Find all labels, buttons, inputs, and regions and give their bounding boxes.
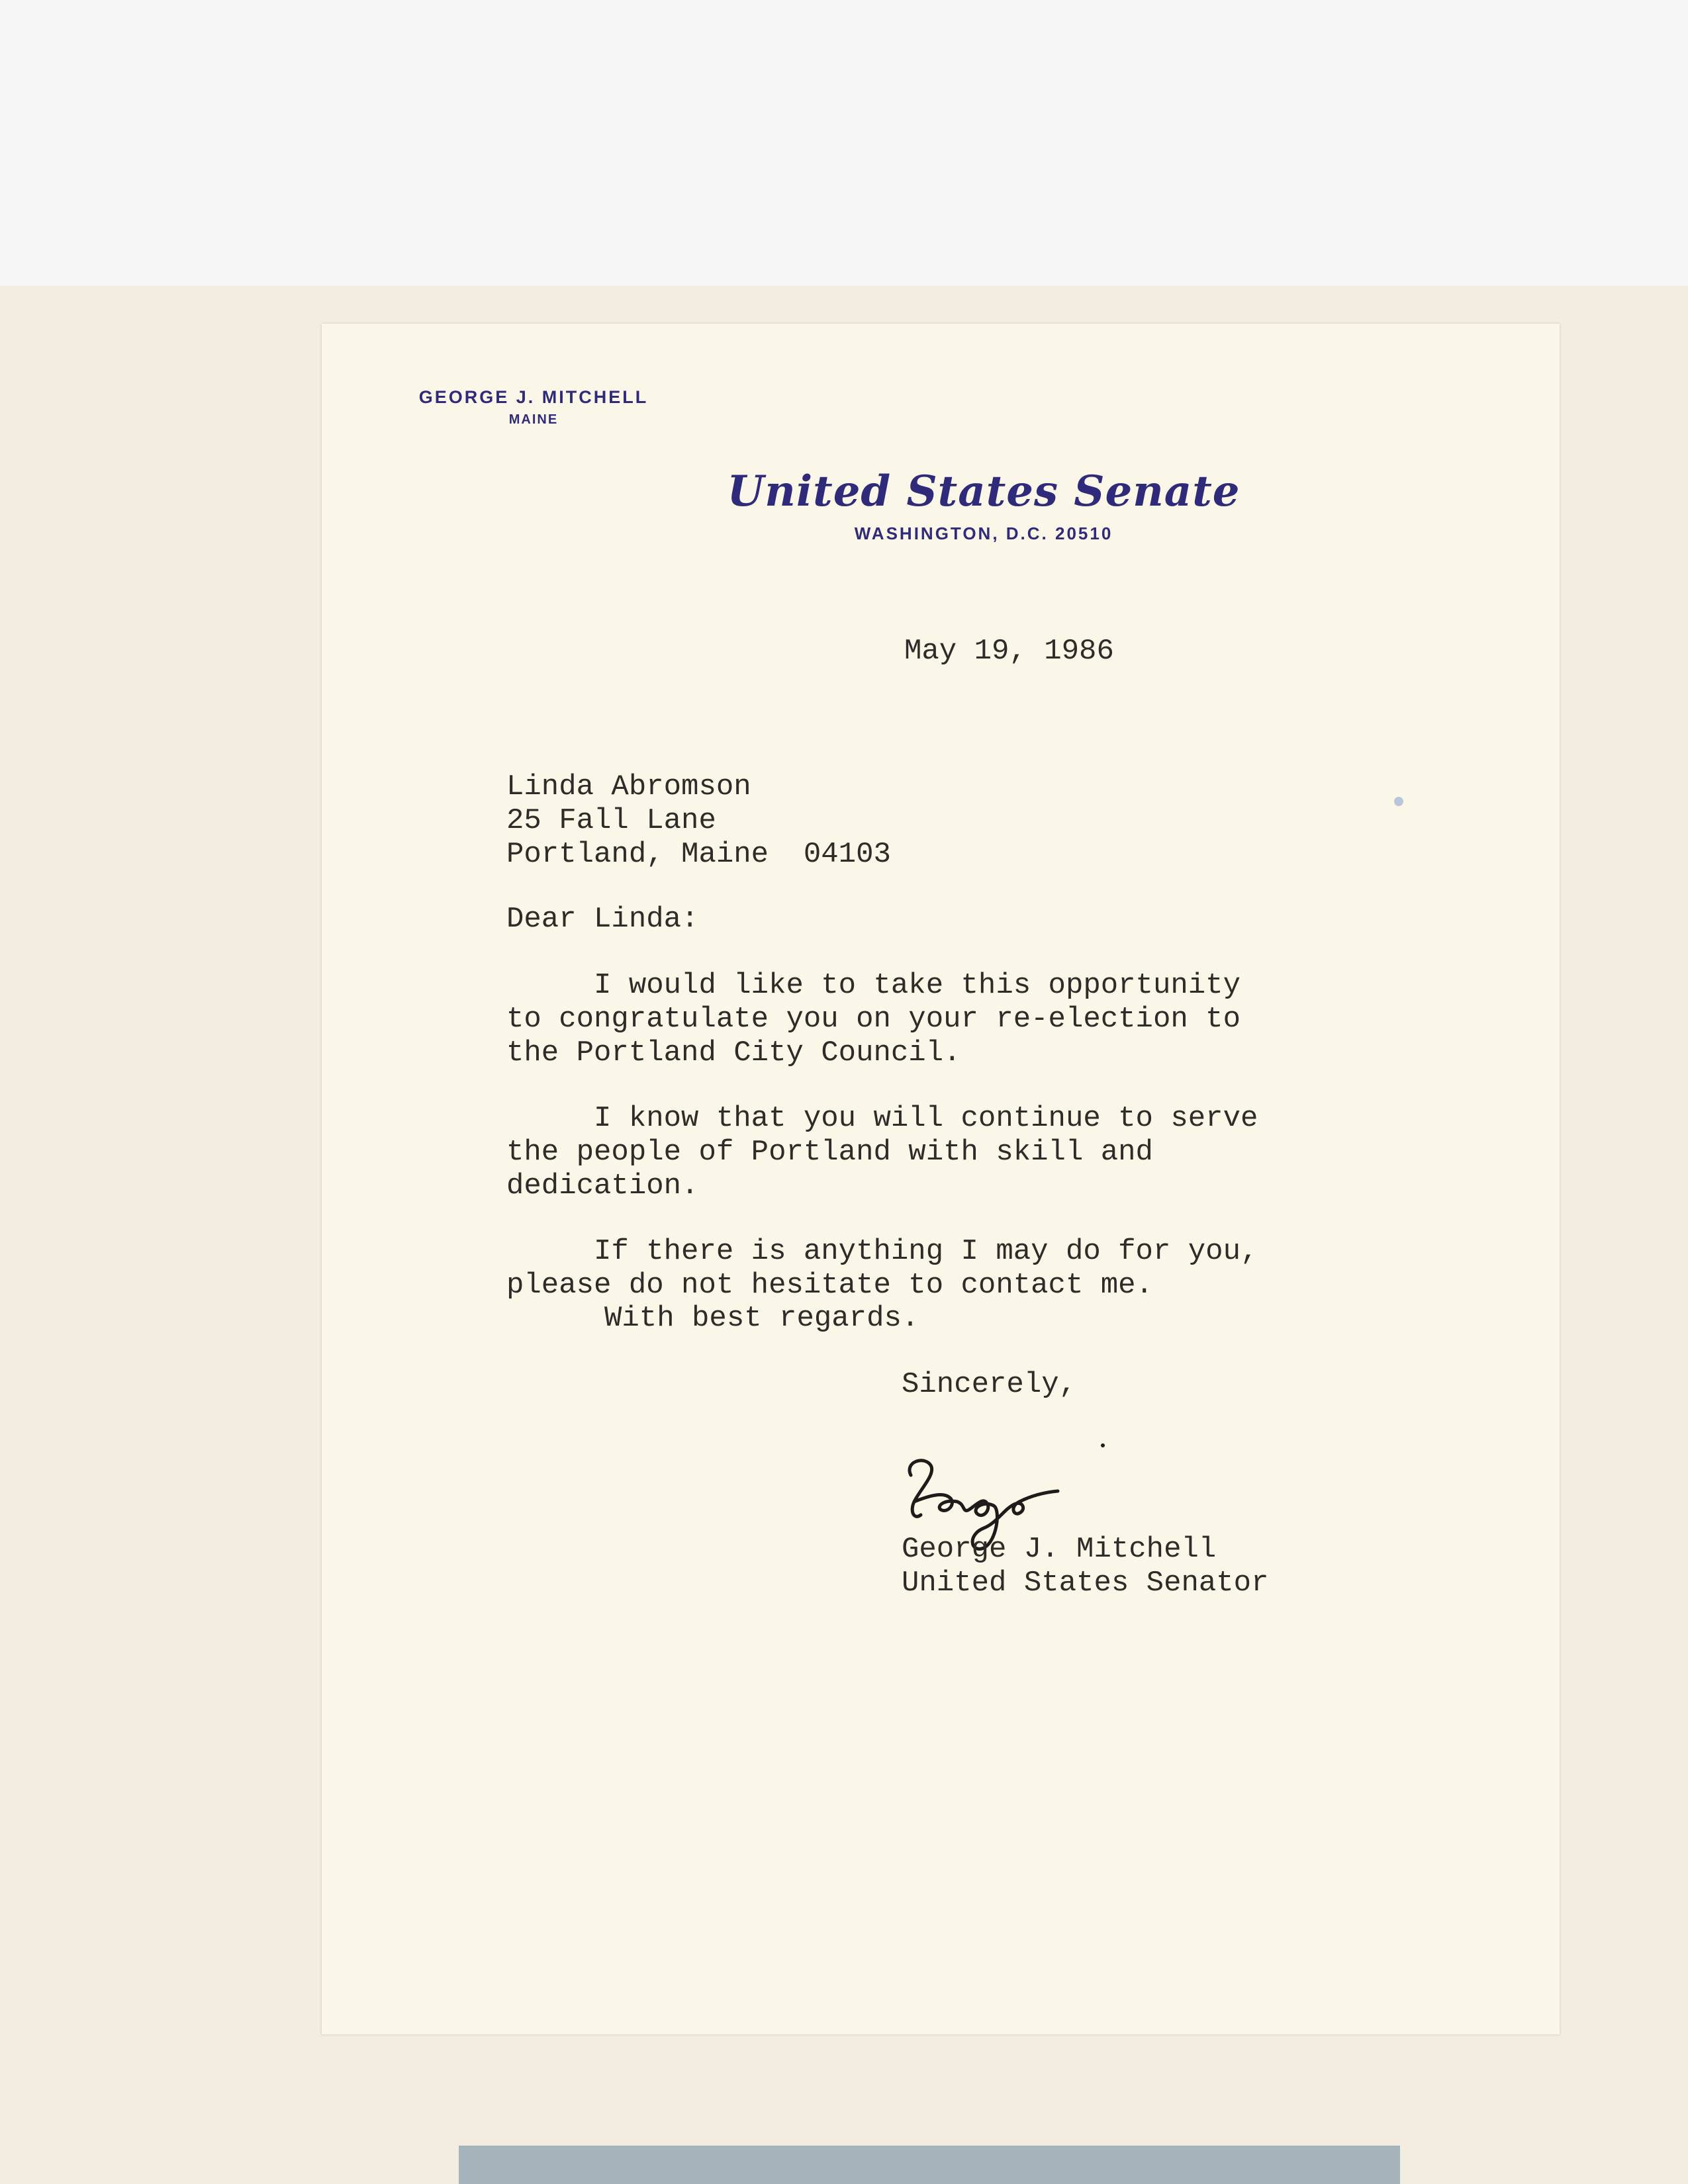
paragraph-line: If there is anything I may do for you, [506,1235,1258,1268]
scanner-background [0,0,1688,286]
salutation: Dear Linda: [506,903,699,936]
paragraph-line: dedication. [506,1169,699,1203]
blue-strip [459,2146,1400,2184]
signer-name: George J. Mitchell [902,1533,1217,1566]
paper-spot [1394,797,1403,806]
letterhead-sender-state: MAINE [508,412,559,427]
closing-line: Sincerely, [902,1368,1077,1401]
paragraph-line: I know that you will continue to serve [506,1102,1258,1135]
signature-dot [1101,1443,1105,1447]
regards-line: With best regards. [604,1302,919,1335]
letter-date: May 19, 1986 [904,635,1114,668]
letterhead-address: WASHINGTON, D.C. 20510 [854,523,1113,543]
paragraph-line: please do not hesitate to contact me. [506,1269,1153,1302]
recipient-city-line: Portland, Maine 04103 [506,838,891,871]
paragraph-1 [506,969,1241,1070]
paragraph-2 [506,1102,1258,1203]
letter-sheet [322,324,1560,2034]
paragraph-line: I would like to take this opportunity [506,969,1241,1002]
recipient-street: 25 Fall Lane [506,804,716,837]
paragraph-line: the people of Portland with skill and [506,1136,1153,1169]
paragraph-3 [506,1235,1258,1302]
recipient-block [506,770,891,872]
signer-block [902,1533,1269,1600]
letterhead-institution: United States Senate [727,467,1241,516]
recipient-name: Linda Abromson [506,770,751,803]
letterhead-sender-name: GEORGE J. MITCHELL [418,387,649,407]
paragraph-line: the Portland City Council. [506,1036,961,1069]
paragraph-line: to congratulate you on your re-election to [506,1003,1241,1036]
signer-title: United States Senator [902,1567,1269,1600]
